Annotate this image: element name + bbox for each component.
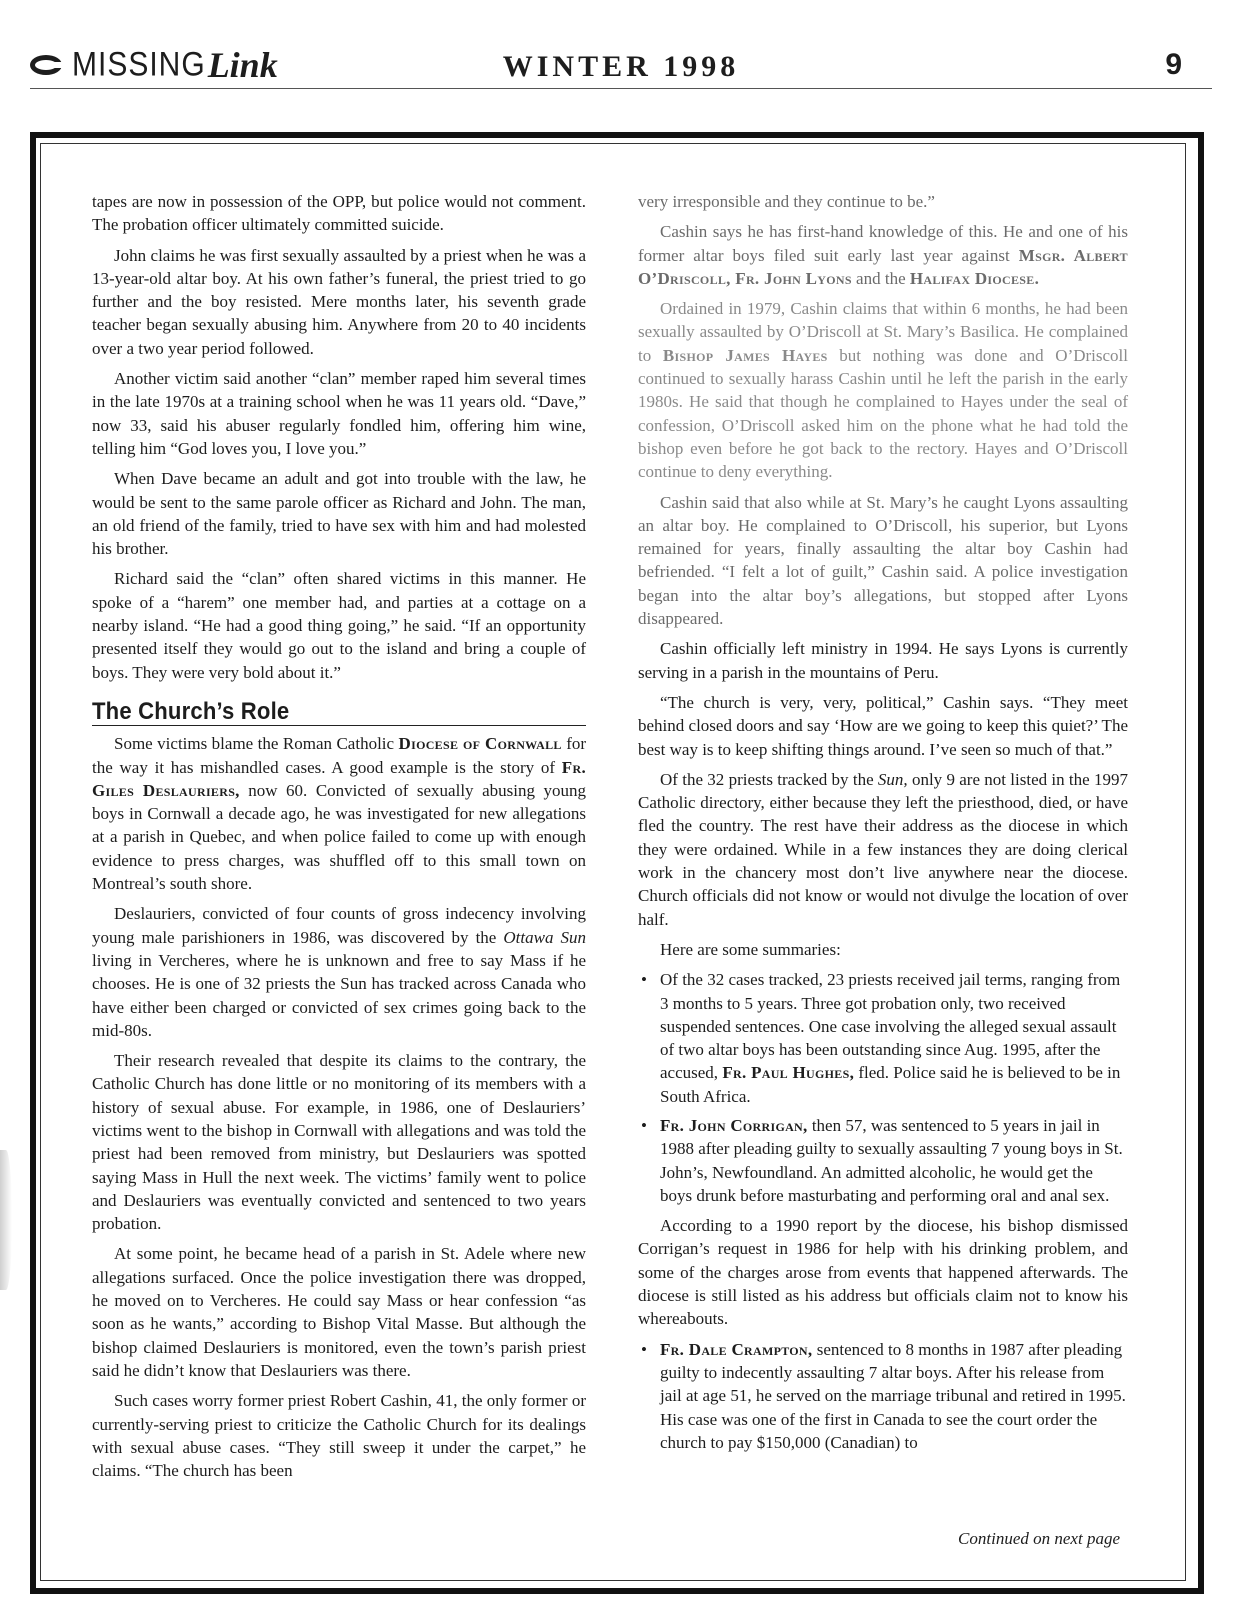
paragraph: According to a 1990 report by the diocese, his bishop dismissed Corrigan’s request in 1986 for help with his drinking problem, and some of the charges arose from events that happened afterwards. The diocese is still listed as his address but officials claim not to know his whereabouts. — [638, 1216, 1128, 1329]
diocese-name: Diocese of Cornwall — [398, 734, 562, 754]
paragraph: Such cases worry former priest Robert Cashin, 41, the only former or currently-serving priest to criticize the Catholic Church for its dealings with sexual abuse cases. “They still sweep it under the carpet,” he claims. “The church has been — [92, 1391, 586, 1481]
newspaper-name: Ottawa Sun — [503, 927, 587, 947]
left-column — [92, 190, 586, 1489]
right-column — [638, 190, 1128, 1461]
paragraph: “The church is very, very, political,” Cashin says. “They meet behind closed doors and say ‘How are we going to keep this quiet?’ The best way is to keep shifting things around. I’ve seen so much of that.” — [638, 692, 1128, 759]
paragraph: Deslauriers, convicted of four counts of gross indecency involving young male parishioners in 1986, was discovered by the Ottawa Sun living in Vercheres, where he is unknown and free to say Mass if he chooses. He is one of 32 priests the Sun has tracked across Canada who have either been charged or convicted of sex crimes going back to the mid-80s. — [92, 904, 587, 1040]
paragraph: Richard said the “clan” often shared victims in this manner. He spoke of a “harem” one member had, and parties at a cottage on a nearby island. “He had a good thing going,” he said. “If an opportunity presented itself they would go out to the island and bring a couple of boys. They were very bold about it.” — [92, 569, 586, 682]
paragraph: Another victim said another “clan” member raped him several times in the late 1970s at a training school when he was 11 years old. “Dave,” now 33, said his abuser regularly fondled him, offering him wine, telling him “God loves you, I love you.” — [92, 369, 586, 458]
diocese-name: Halifax Diocese. — [909, 268, 1040, 288]
paragraph: When Dave became an adult and got into trouble with the law, he would be sent to the same parole officer as Richard and John. The man, an old friend of the family, tried to have sex with him and had molested his brother. — [92, 469, 586, 559]
paragraph: Their research revealed that despite its claims to the contrary, the Catholic Church has done little or no monitoring of its members with a history of sexual abuse. For example, in 1986, one of Deslauriers’ victims went to the bishop in Cornwall with allegations and was told the priest had been removed from ministry, but Deslauriers was spotted saying Mass in Hull the next week. The victims’ family went to police and Deslauriers was eventually convicted and sentenced to two years probation. — [92, 1051, 586, 1234]
logo-link: Link — [207, 45, 278, 85]
paragraph: tapes are now in possession of the OPP, but police would not comment. The probation officer ultimately committed suicide. — [92, 192, 586, 235]
paragraph: Of the 32 priests tracked by the Sun, only 9 are not listed in the 1997 Catholic directory, either because they left the priesthood, died, or have fled the country. The rest have their address as the diocese in which they were ordained. While in a few instances they are doing clerical work in the chancery most don’t live anywhere near the diocese. Church officials did not know or would not divulge the location of over half. — [638, 769, 1128, 929]
bishop-name: Bishop James Hayes — [662, 345, 828, 365]
paragraph: very irresponsible and they continue to be.” — [638, 192, 935, 211]
paragraph: Cashin says he has first-hand knowledge of this. He and one of his former altar boys filed suit early last year against Msgr. Albert O’Driscoll, Fr. John Lyons and the Halifax Diocese. — [638, 222, 1128, 288]
summary-list — [638, 968, 1128, 1207]
paragraph: Ordained in 1979, Cashin claims that within 6 months, he had been sexually assaulted by O’Driscoll at St. Mary’s Basilica. He complained to Bishop James Hayes but nothing was done and O’Driscoll continued to sexually harass Cashin until he left the parish in the early 1980s. He said that though he complained to Hayes under the seal of confession, O’Driscoll asked him on the phone what he had told the bishop even before he got back to the rectory. Hayes and O’Driscoll continue to deny everything. — [638, 299, 1128, 482]
paragraph: At some point, he became head of a parish in St. Adele where new allegations surfaced. Once the police investigation there was dropped, he moved on to Vercheres. He could say Mass or hear confession “as soon as he wants,” according to Bishop Vital Masse. But although the bishop claimed Deslauriers is monitored, even the town’s parish priest said he didn’t know that Deslauriers was there. — [92, 1244, 586, 1380]
list-item: • Of the 32 cases tracked, 23 priests received jail terms, ranging from 3 months to 5 years. Three got probation only, two received suspended sentences. One case involving the alleged sexual assault of two altar boys has been outstanding since Aug. 1995, after the accused, Fr. Paul Hughes, fled. Police said he is believed to be in South Africa. — [638, 968, 1128, 1108]
list-item: • Fr. Dale Crampton, sentenced to 8 months in 1987 after pleading guilty to indecently assaulting 7 altar boys. After his release from jail at age 51, he served on the marriage tribunal and retired in 1995. His case was one of the first in Canada to see the court order the church to pay $150,000 (Canadian) to — [638, 1338, 1128, 1454]
priest-name: Fr. John Corrigan, — [660, 1115, 808, 1135]
paragraph: Here are some summaries: — [660, 939, 841, 959]
header-rule — [30, 88, 1212, 89]
logo-word: MISSING — [72, 45, 206, 84]
paragraph: Cashin officially left ministry in 1994. He says Lyons is currently serving in a parish in the mountains of Peru. — [638, 639, 1128, 682]
issue-title: WINTER 1998 — [502, 50, 740, 83]
section-heading: The Church’s Role — [92, 697, 290, 725]
summary-list — [638, 1338, 1128, 1454]
section-rule — [92, 725, 586, 726]
priest-name: Fr. Dale Crampton, — [660, 1339, 813, 1359]
priest-name: Fr. Giles Deslauriers, — [92, 757, 586, 800]
masthead — [30, 40, 1212, 92]
list-item: • Fr. John Corrigan, then 57, was sentenced to 5 years in jail in 1988 after pleading guilty to sexually assaulting 7 young boys in St. John’s, Newfoundland. An admitted alcoholic, he would get the boys drunk before masturbating and performing oral and anal sex. — [638, 1114, 1128, 1207]
paragraph: Some victims blame the Roman Catholic Diocese of Cornwall for the way it has mishandled cases. A good example is the story of Fr. Giles Deslauriers, now 60. Convicted of sexually abusing young boys in Cornwall a decade ago, he was investigated for new allegations at a parish in Quebec, and when police failed to come up with enough evidence to press charges, was shuffled off to this small town on Montreal’s south shore. — [92, 734, 587, 894]
priest-name: Fr. Paul Hughes, — [722, 1063, 855, 1083]
priest-name: Msgr. Albert O’Driscoll, Fr. John Lyons — [638, 245, 1128, 288]
continued-note[interactable]: Continued on next page — [958, 1529, 1120, 1548]
paragraph: Cashin said that also while at St. Mary’s he caught Lyons assaulting an altar boy. He complained to O’Driscoll, his superior, but Lyons remained for years, finally assaulting the altar boy Cashin had befriended. “I felt a lot of guilt,” Cashin said. A police investigation began into the altar boy’s allegations, but stopped after Lyons disappeared. — [638, 492, 1128, 629]
scan-edge-shadow — [0, 1150, 12, 1290]
newspaper-name: Sun, — [877, 769, 908, 789]
paragraph: John claims he was first sexually assaulted by a priest when he was a 13-year-old altar boy. At his own father’s funeral, the priest tried to go further and the boy resisted. Mere months later, his seventh grade teacher began sexually abusing him. Anywhere from 20 to 40 incidents over a two year period followed. — [92, 245, 586, 358]
page-number: 9 — [1165, 48, 1182, 81]
